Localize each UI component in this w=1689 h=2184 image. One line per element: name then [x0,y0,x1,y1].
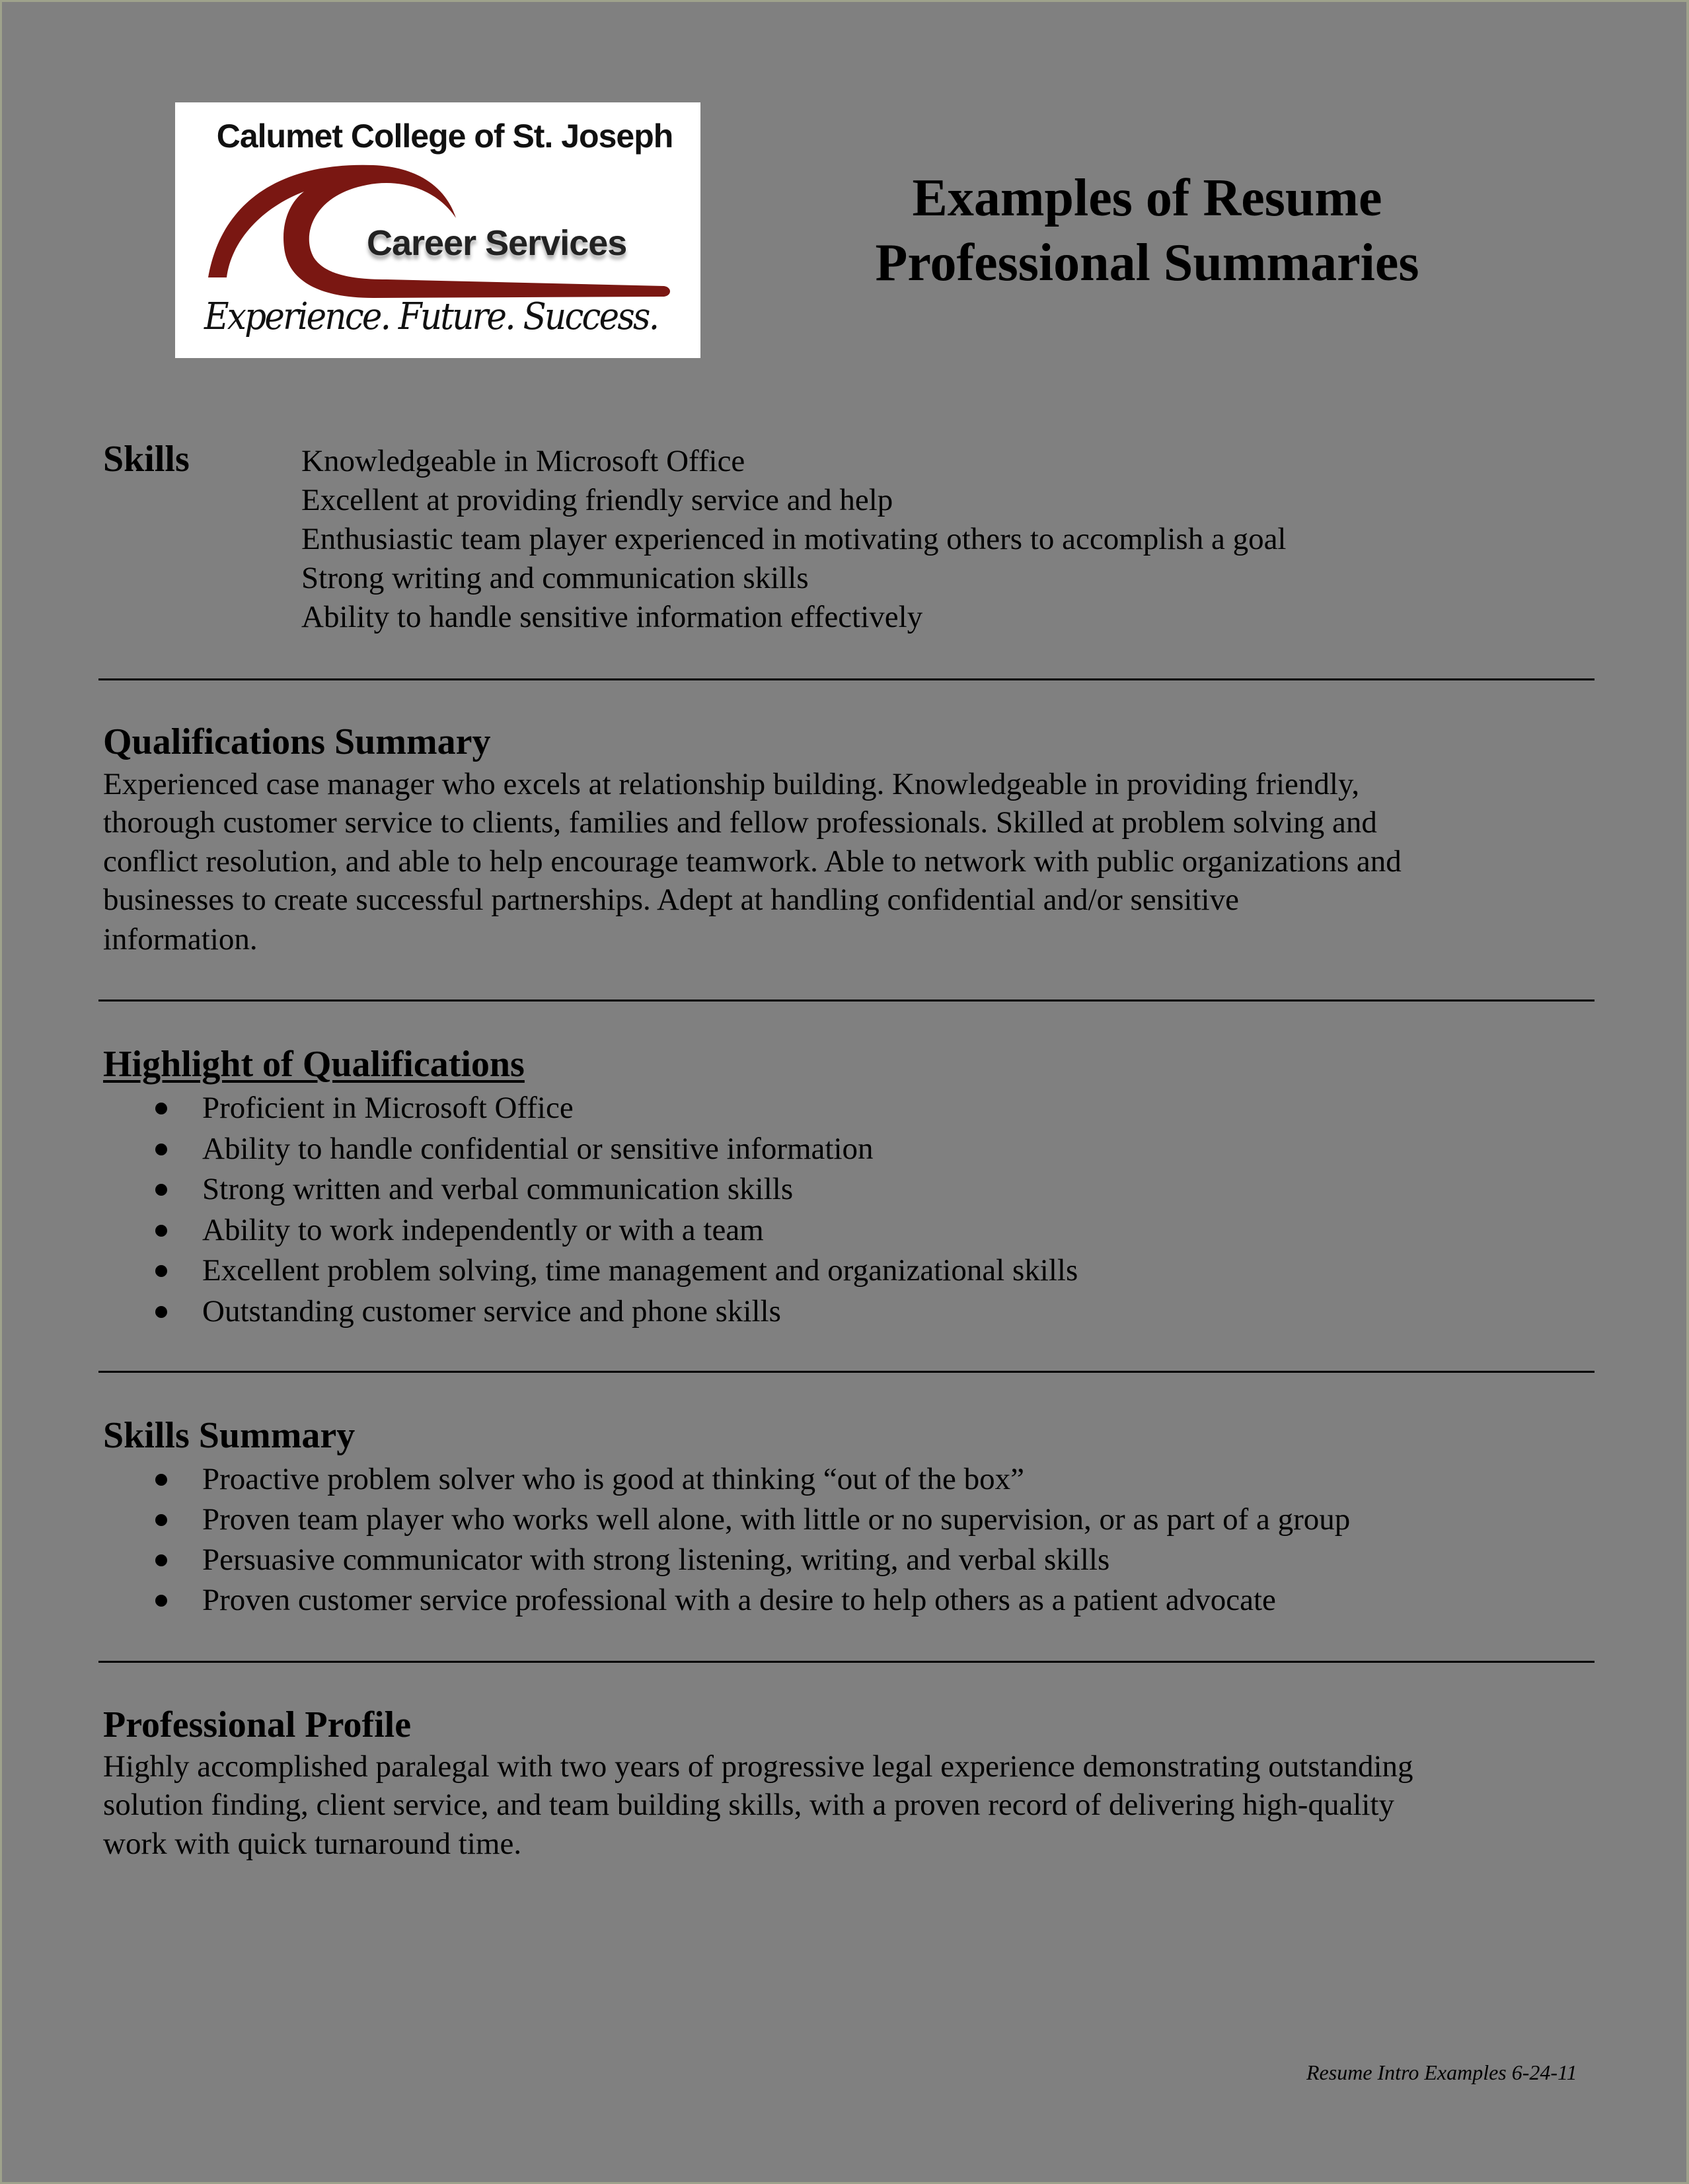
bullet-icon [155,1554,167,1566]
college-logo [175,102,700,358]
highlight-item: Outstanding customer service and phone skills [202,1294,781,1329]
document-page [2,2,1686,2182]
bullet-icon [155,1225,167,1237]
skills-item: Enthusiastic team player experienced in motivating others to accomplish a goal [301,522,1287,556]
qualifications-summary-line: Experienced case manager who excels at relationship building. Knowledgeable in providing friendly, [103,767,1360,801]
department-name: Career Services [367,223,627,263]
qualifications-summary-heading: Qualifications Summary [103,721,491,762]
bullet-icon [155,1474,167,1486]
bullet-icon [155,1514,167,1526]
section-divider [98,678,1595,680]
professional-profile-heading: Professional Profile [103,1704,412,1745]
page-title [815,166,1480,295]
page-footer: Resume Intro Examples 6-24-11 [1306,2060,1577,2084]
professional-profile-line: work with quick turnaround time. [103,1827,522,1861]
highlight-item: Proficient in Microsoft Office [202,1091,574,1125]
section-divider [98,1661,1595,1663]
skills-summary-item: Persuasive communicator with strong listening, writing, and verbal skills [202,1543,1110,1577]
section-divider [98,1000,1595,1001]
highlight-of-qualifications-heading: Highlight of Qualifications [103,1044,525,1085]
qualifications-summary-line: conflict resolution, and able to help encourage teamwork. Able to network with public organizations and [103,844,1402,879]
skills-item: Ability to handle sensitive information effectively [301,600,923,634]
professional-profile-line: Highly accomplished paralegal with two years of progressive legal experience demonstrating outstanding [103,1749,1413,1784]
bullet-icon [155,1103,167,1114]
page-title-line-1: Examples of Resume [912,169,1382,227]
skills-item: Strong writing and communication skills [301,561,809,595]
section-divider [98,1371,1595,1373]
qualifications-summary-line: information. [103,922,258,957]
bullet-icon [155,1306,167,1318]
skills-item: Knowledgeable in Microsoft Office [301,444,745,478]
page-title-line-2: Professional Summaries [875,234,1419,292]
skills-summary-item: Proven customer service professional with a desire to help others as a patient advocate [202,1583,1276,1617]
skills-summary-heading: Skills Summary [103,1415,356,1456]
professional-profile-line: solution finding, client service, and team building skills, with a proven record of delivering high-quality [103,1788,1394,1822]
highlight-item: Ability to handle confidential or sensitive information [202,1132,874,1166]
skills-summary-item: Proven team player who works well alone, with little or no supervision, or as part of a group [202,1502,1351,1537]
bullet-icon [155,1265,167,1277]
skills-heading: Skills [103,439,190,480]
highlight-item: Strong written and verbal communication skills [202,1172,794,1206]
college-name: Calumet College of St. Joseph [216,118,673,155]
bullet-icon [155,1595,167,1607]
qualifications-summary-line: thorough customer service to clients, families and fellow professionals. Skilled at problem solving and [103,805,1377,840]
skills-summary-item: Proactive problem solver who is good at thinking “out of the box” [202,1462,1024,1496]
qualifications-summary-line: businesses to create successful partnerships. Adept at handling confidential and/or sensitive [103,883,1239,917]
bullet-icon [155,1144,167,1155]
skills-item: Excellent at providing friendly service and help [301,483,893,517]
logo-tagline: Experience. Future. Success. [204,295,658,338]
highlight-item: Excellent problem solving, time management and organizational skills [202,1253,1078,1288]
bullet-icon [155,1184,167,1196]
highlight-item: Ability to work independently or with a team [202,1213,764,1247]
